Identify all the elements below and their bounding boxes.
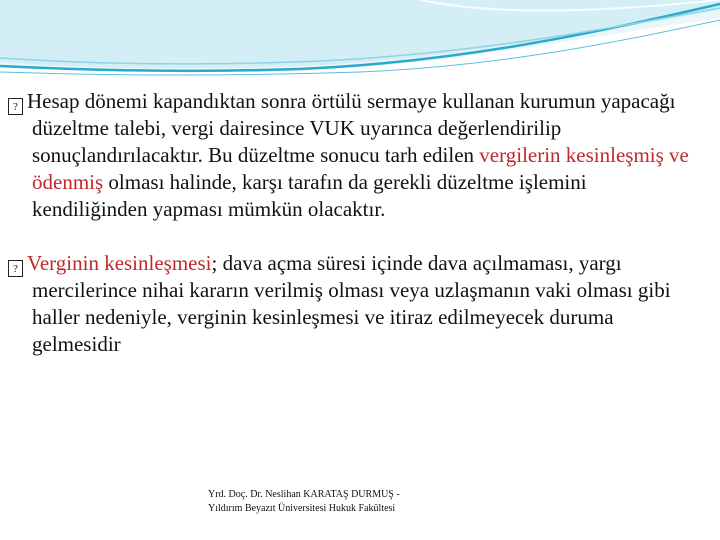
paragraph-1-text-b: olması halinde, karşı tarafın da gerekli düzeltme işlemini kendiliğinden yapması mümkün olacaktır. — [32, 170, 587, 221]
header-wave-decoration — [0, 0, 720, 80]
footer-credit — [208, 488, 400, 516]
footer-line-1: Yrd. Doç. Dr. Neslihan KARATAŞ DURMUŞ - — [208, 489, 400, 500]
bullet-icon: ? — [8, 98, 23, 115]
paragraph-2-highlight: Verginin kesinleşmesi — [27, 251, 212, 275]
slide-content — [6, 88, 706, 358]
paragraph-1-highlight: vergilerin kesinleşmiş ve ödenmiş — [32, 143, 689, 194]
paragraph-1 — [6, 88, 706, 223]
paragraph-2-text: ; dava açma süresi içinde dava açılmaması, yargı mercilerince nihai kararın verilmiş olması veya uzlaşmanın vaki olması gibi haller nedeniyle, verginin kesinleşmesi ve itiraz edilmeyecek duruma gelmesidir — [32, 251, 671, 356]
paragraph-1-text-a: Hesap dönemi kapandıktan sonra örtülü sermaye kullanan kurumun yapacağı düzeltme talebi, vergi dairesince VUK uyarınca değerlendirilip sonuçlandırılacaktır. Bu düzeltme sonucu tarh edilen — [27, 89, 676, 167]
footer-line-2: Yıldırım Beyazıt Üniversitesi Hukuk Fakültesi — [208, 503, 396, 514]
paragraph-2 — [6, 250, 706, 358]
bullet-icon: ? — [8, 260, 23, 277]
